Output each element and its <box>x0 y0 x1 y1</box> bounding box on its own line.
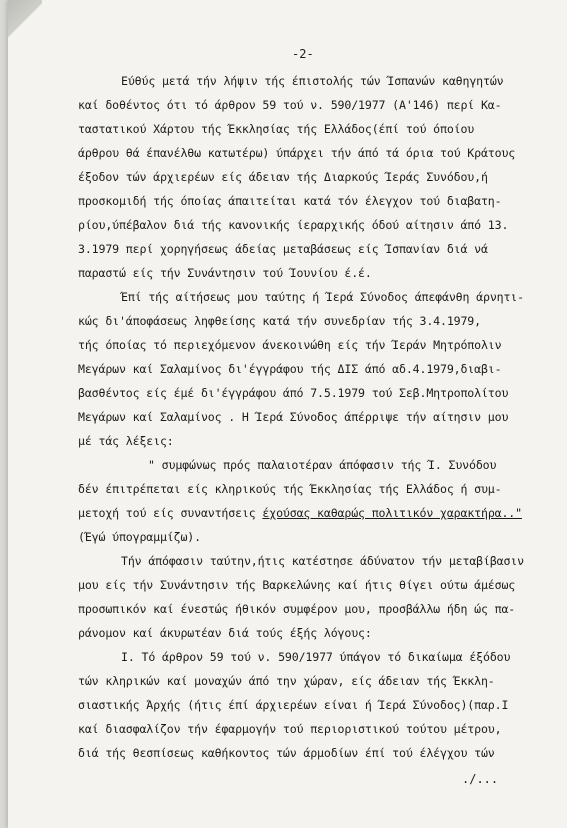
text-line-14: βασθέντος είς έμέ δι'έγγράφου άπό 7.5.1979 τού Σεβ.Μητροπολίτου <box>78 386 509 400</box>
text-line-1: Εύθύς μετά τήν λήψιν τής έπιστολής τών Ίσπανών καθηγητών <box>121 74 504 88</box>
text-line-6: προσκομιδή τής όποίας άπαιτείται κατά τόν έλεγχον τού διαβατη- <box>78 194 502 208</box>
text-line-2: καί δοθέντος ότι τό άρθρον 59 τού ν. 590/1977 (Α'146) περί Κα- <box>78 98 502 112</box>
emphasis-note: (Έγώ ύπογραμμίζω). <box>78 530 201 544</box>
text-line-11: κώς δι'άποφάσεως ληφθείσης κατά τήν συνεδρίαν τής 3.4.1979, <box>78 314 481 328</box>
quote-line-3 <box>78 506 522 520</box>
section-one-line-1: Ι. Τό άρθρον 59 τού ν. 590/1977 ύπάγον τό δικαίωμα έξόδου <box>121 650 511 664</box>
section-one-line-4: καί διασφαλίζον τήν έφαρμογήν τού περιοριστικού τούτου μέτρου, <box>78 722 502 736</box>
text-line-7: ρίου,ύπέβαλον διά τής κανονικής ίεραρχικής όδού αίτησιν άπό 13. <box>78 218 509 232</box>
text-line-13: Μεγάρων καί Σαλαμίνος δι'έγγράφου τής ΔΙΣ άπό αδ.4.1979,διαβι- <box>78 362 502 376</box>
text-line-24: ράνομον καί άκυρωτέαν διά τούς έξής λόγους: <box>78 626 372 640</box>
section-one-line-3: σιαστικής Άρχής (ήτις έπί άρχιερέων είναι ή Ίερά Σύνοδος)(παρ.Ι <box>78 698 509 712</box>
section-one-line-2: τών κληρικών καί μοναχών άπό την χώραν, είς άδειαν τής Έκκλη- <box>78 674 495 688</box>
text-line-21: Τήν άπόφασιν ταύτην,ήτις κατέστησε άδύνατον τήν μεταβίβασιν <box>121 554 524 568</box>
text-line-23: προσωπικόν καί ένεστώς ήθικόν συμφέρον μου, προσβάλλω ήδη ώς πα- <box>78 602 516 616</box>
text-line-5: έξοδον τών άρχιερέων είς άδειαν τής Διαρκούς Ίεράς Συνόδου,ή <box>78 170 488 184</box>
text-line-4: άρθρου θά έπανέλθω κατωτέρω) ύπάρχει τήν άπό τά όρια τού Κράτους <box>78 146 516 160</box>
folded-corner <box>8 0 42 48</box>
continuation-mark: ./... <box>462 772 499 786</box>
page-number: -2- <box>292 47 314 61</box>
text-line-9: παραστώ είς τήν Συνάντησιν τού Ίουνίου έ.έ. <box>78 266 372 280</box>
text-line-12: τής όποίας τό περιεχόμενον άνεκοινώθη είς τήν Ίεράν Μητρόπολιν <box>78 338 502 352</box>
text-line-3: ταστατικού Χάρτου τής Έκκλησίας τής Ελλάδος(έπί τού όποίου <box>78 122 475 136</box>
text-line-15: Μεγάρων καί Σαλαμίνος . Η Ίερά Σύνοδος άπέρριψε τήν αίτησιν μου <box>78 410 509 424</box>
text-line-22: μου είς τήν Συνάντησιν τής Βαρκελώνης καί ήτις θίγει ούτω άμέσως <box>78 578 516 592</box>
quote-line-3-start: μετοχή τού είς συναντήσεις <box>78 506 263 520</box>
document-page <box>8 0 567 828</box>
text-line-8: 3.1979 περί χορηγήσεως άδείας μεταβάσεως είς Ίσπανίαν διά νά <box>78 242 488 256</box>
quote-line-2: δέν έπιτρέπεται είς κληρικούς τής Έκκλησίας τής Ελλάδος ή συμ- <box>78 482 502 496</box>
section-one-line-5: διά τής θεσπίσεως καθήκοντος τών άρμοδίων έπί τού έλέγχου τών <box>78 746 495 760</box>
text-line-16: μέ τάς λέξεις: <box>78 434 174 448</box>
text-line-10: Έπί τής αίτήσεως μου ταύτης ή Ίερά Σύνοδος άπεφάνθη άρνητι- <box>121 290 524 304</box>
underlined-phrase: έχούσας καθαρώς πολιτικόν χαρακτήρα.." <box>262 506 522 520</box>
quote-line-1: " συμφώνως πρός παλαιοτέραν άπόφασιν τής Ί. Συνόδου <box>148 458 497 472</box>
